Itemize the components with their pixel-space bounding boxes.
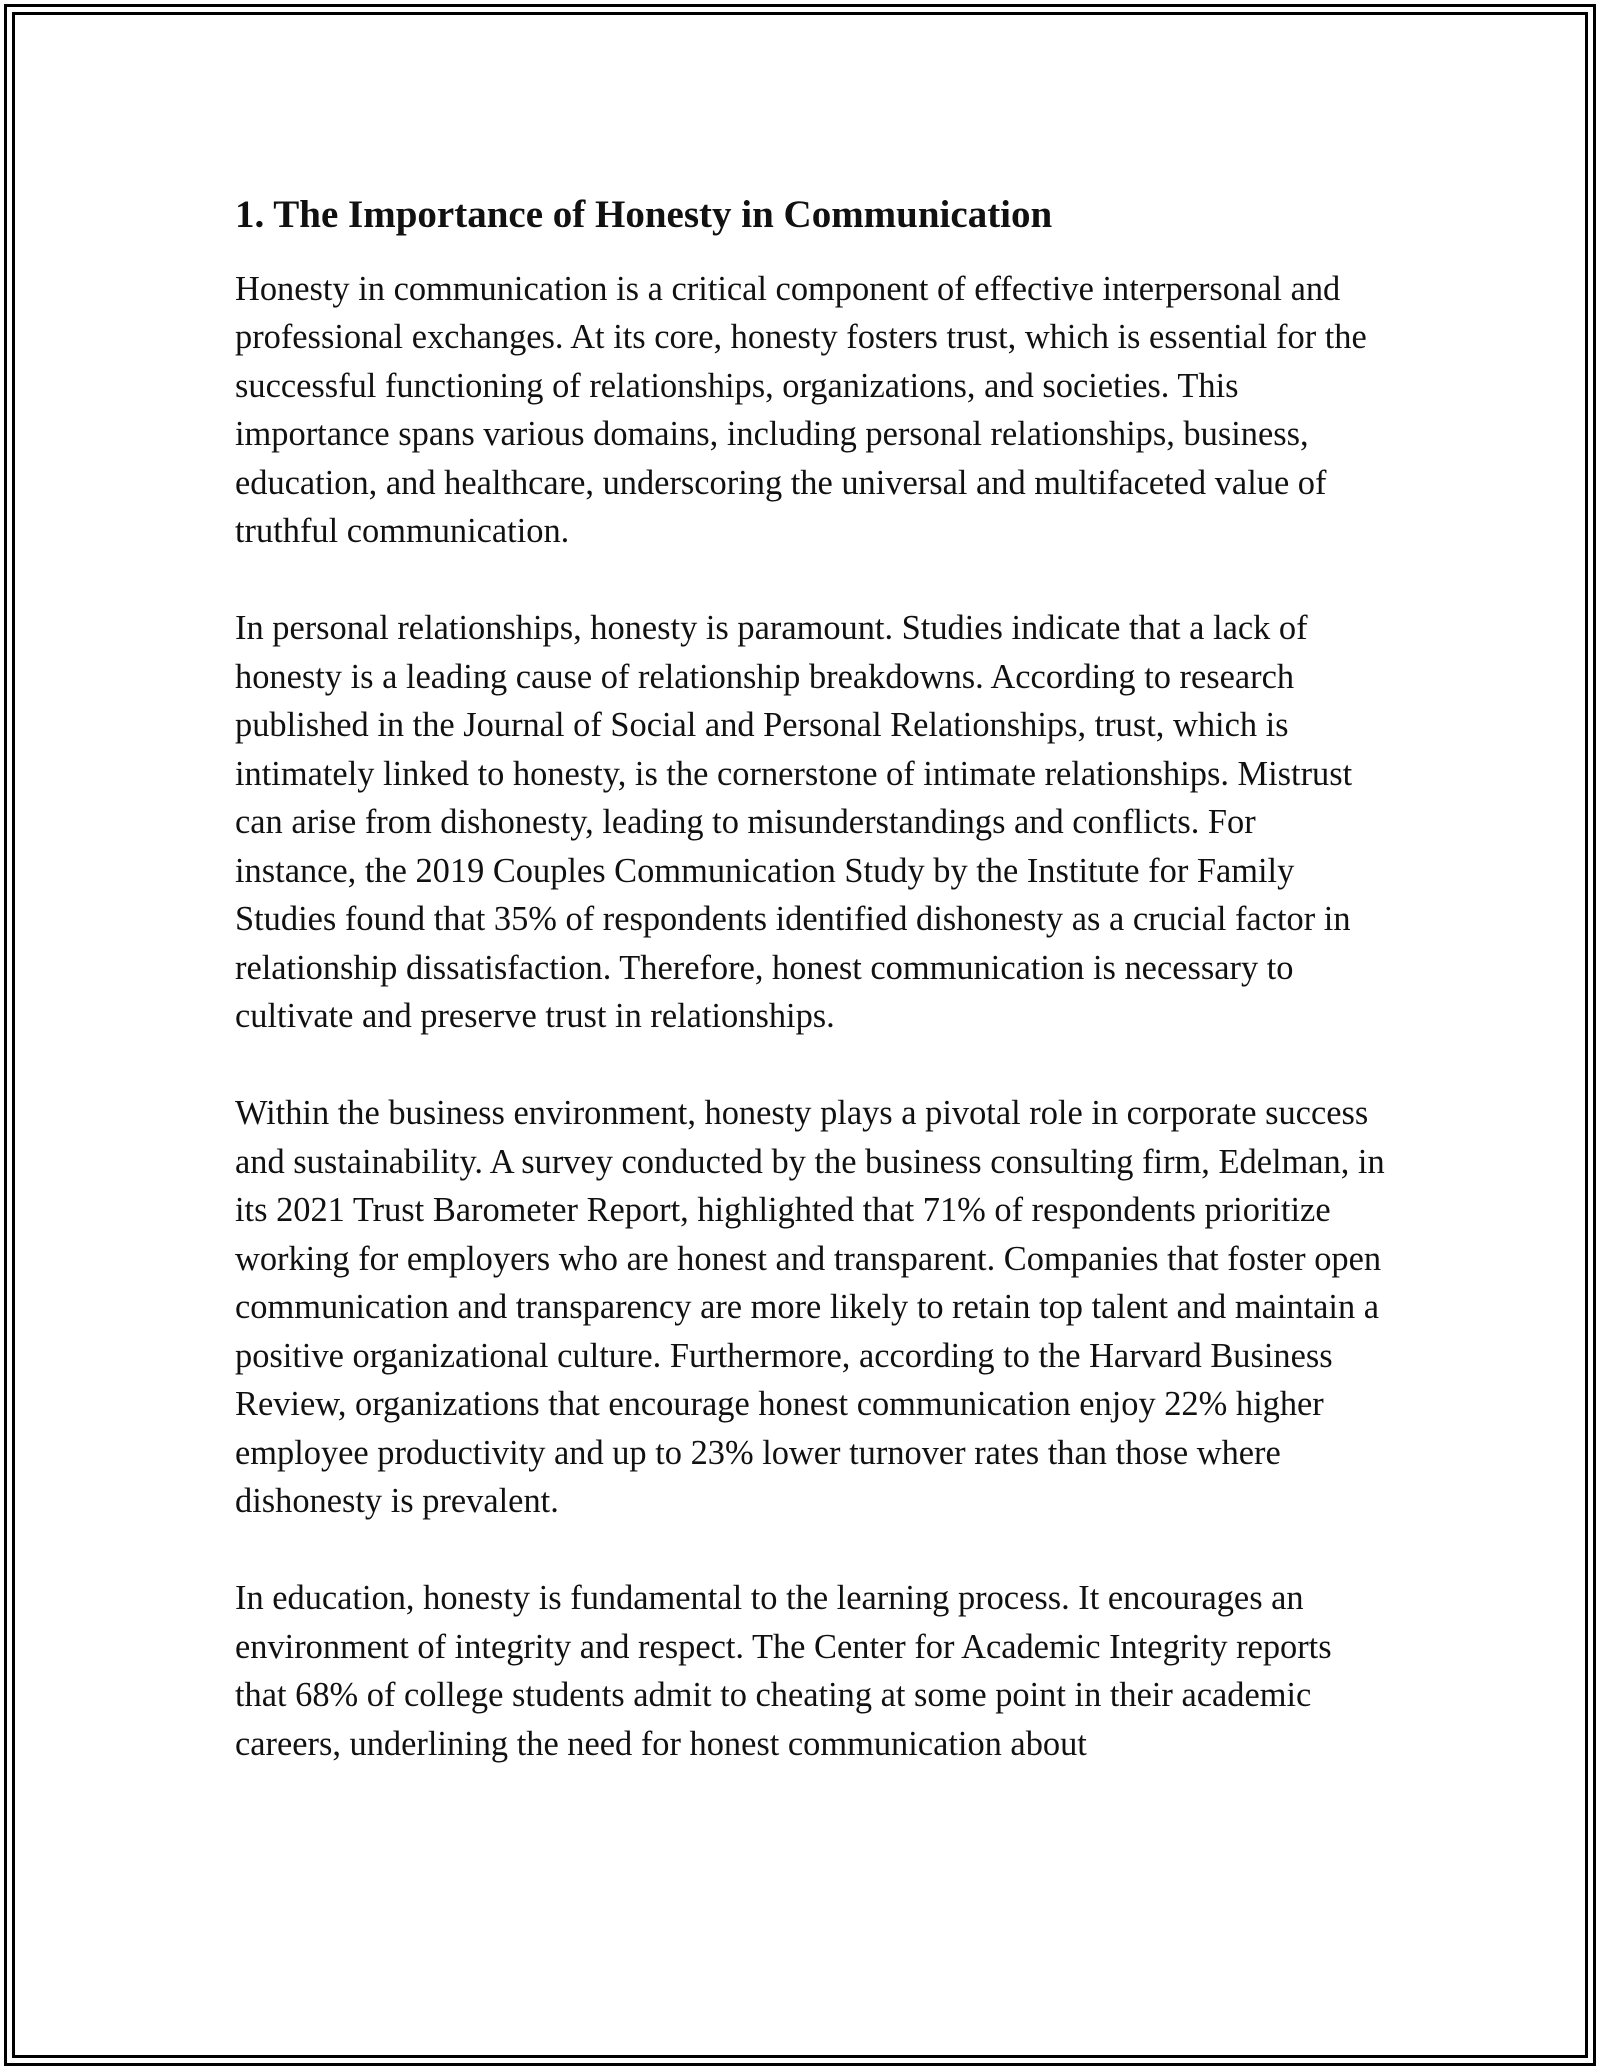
paragraph-personal-relationships: In personal relationships, honesty is paramount. Studies indicate that a lack of honesty is a leading cause of relationship breakdowns. According to research published in the Journal of Social and Personal Relationships, trust, which is intimately linked to honesty, is the cornerstone of intimate relationships. Mistrust can arise from dishonesty, leading to misunderstandings and conflicts. For instance, the 2019 Couples Communication Study by the Institute for Family Studies found that 35% of respondents identified dishonesty as a crucial factor in relationship dissatisfaction. Therefore, honest communication is necessary to cultivate and preserve trust in relationships. [235,609,1353,1036]
document-content [235,180,1385,1817]
paragraph-intro: Honesty in communication is a critical component of effective interpersonal and professional exchanges. At its core, honesty fosters trust, which is essential for the successful functioning of relationships, organizations, and societies. This importance spans various domains, including personal relationships, business, education, and healthcare, underscoring the universal and multifaceted value of truthful communication. [235,269,1367,551]
paragraph-business: Within the business environment, honesty plays a pivotal role in corporate success and sustainability. A survey conducted by the business consulting firm, Edelman, in its 2021 Trust Barometer Report, highlighted that 71% of respondents prioritize working for employers who are honest and transparent. Companies that foster open communication and transparency are more likely to retain top talent and maintain a positive organizational culture. Furthermore, according to the Harvard Business Review, organizations that encourage honest communication enjoy 22% higher employee productivity and up to 23% lower turnover rates than those where dishonesty is prevalent. [235,1094,1385,1521]
paragraph-education: In education, honesty is fundamental to the learning process. It encourages an environment of integrity and respect. The Center for Academic Integrity reports that 68% of college students admit to cheating at some point in their academic careers, underlining the need for honest communication about [235,1579,1332,1763]
section-heading: 1. The Importance of Honesty in Communication [235,193,1053,236]
